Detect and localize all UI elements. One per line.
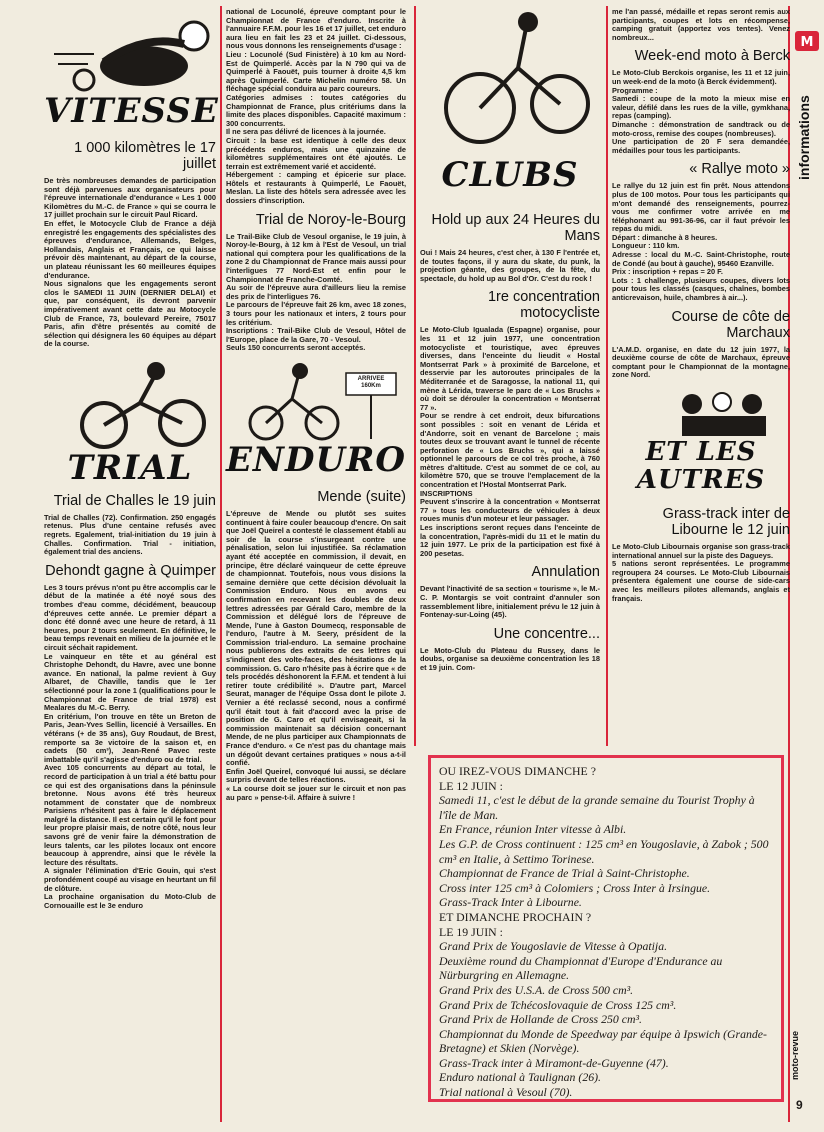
article-locunole: national de Locunolé, épreuve comptant pour le Championnat de France d'enduro. Inscrite à l'annuaire F.F.M. pour les 16 et 17 juillet, cet enduro aura lieu en fait les 23 et 24 juillet. Ci-dessous, nous vous donnons les renseignements d'usage : Lieu : Locunolé (Sud Finistère) à 10 km au Nord-Est de Quimperlé. Accès par la N 790 qui va de Quimperlé à Faouët, puis tourner à droite 4,5 km après Quimperlé. Carte Michelin numéro 58. Un fléchage spécial conduira au parc coureurs. Catégories admises : toutes catégories du Championnat de France, plus critériums dans la limite des places disponibles. Capacité maximum : 300 concurrents. Il ne sera pas délivré de licences à la journée. Circuit : la base est identique à celle des deux précédents enduros, mais une quinzaine de kilomètres supplémentaires ont été ajoutés. Le terrain est extrêmement varié et accidenté. Hébergement : camping et épicerie sur place. Hôtels et restaurants à Quimperlé, Le Faouët, Meslan. La liste des hôtels sera adressée avec les dossiers d'inscription. [226,7,406,206]
agenda-item: Grand Prix de Hollande de Cross 250 cm³. [439,1012,642,1027]
section-label: informations [796,95,812,180]
column-rule-3 [606,6,608,746]
agenda-item: Grass-Track Inter à Libourne. [439,895,582,910]
agenda-date-1: LE 12 JUIN : [439,778,503,793]
article-dehondt: Les 3 tours prévus n'ont pu être accomplis car le début de la matinée a été noyé sous des trombes d'eau comme, décidément, beaucoup d'épreuves cette année. Le premier départ a donc été donné avec une heure de retard, à 11 heures, pour 2 tours seulement. En définitive, le beau temps revenait en milieu de la journée et le circuit séchait rapidement. Le vainqueur en tête et au général est Christophe Dehondt, du Havre, avec une bonne avance. En national, la palme revient à Guy Albaret, de Chaville, tandis que le 1er sélectionné pour la zone 1 (qualifications pour le Championnat de France de trial 1978) est Mealares du M.-C. Berry. En critérium, l'on trouve en tête un Breton de Paris, Jean-Yves Sellin, licencié à Versailles. En vétérans (+ de 35 ans), Guy Roudaut, de Brest, remporte sa 3e victoire de la saison et, en cadets (50 cm³), Jean-René Pavec reste imbattable qu'il s'agisse d'enduro ou de trial. Avec 105 concurrents au départ au total, le record de participation à un trial a été battu pour ce qui est des organisations dans la péninsule bretonne. Nous avons été très heureux notamment de constater que de nombreux Parisiens n'hésitent pas à faire le déplacement malgré la distance. Il est certain qu'il le font pour leur propre plaisir mais, de notre côté, nous leur savons gré de venir faire la démonstration de leurs talents, car les pilotes locaux ont encore beaucoup à apprendre, ainsi que le révèle la lecture des résultats. A signaler l'élimination d'Eric Gouin, qui s'est profondément coupé au visage en heurtant un fil de clôture. La prochaine organisation du Moto-Club de Cornouaille est le 3e enduro [44,582,216,910]
trial-illustration [44,359,216,487]
moto-revue-logo-icon [794,30,820,52]
agenda-item: Trial national à Vesoul (70). [439,1085,573,1100]
agenda-item: Grand Prix de Tchécoslovaquie de Cross 125 cm³. [439,997,677,1012]
enduro-rider-icon [226,359,406,443]
article-mende: L'épreuve de Mende ou plutôt ses suites continuent à faire couler beaucoup d'encre. On sait que Joël Queirel a contesté le classement établi au soir de la course s'insurgeant contre une pénalisation, selon lui injustifiée. Sa réclamation ayant été acceptée en commission, il devait, en principe, être déclaré vainqueur de cette épreuve de championnat. Toutefois, nous vous disions la semaine dernière que cette décision dévoluait la Commission Enduro. Nous en avons eu confirmation en recevant les doubles de deux lettres adressées par Gérald Caro, membre de la Commission et délégué lors de l'épreuve de Mende, l'une à Gaston Doumecq, responsable de l'enduro, l'autre à M. Seery, président de la Commission trial-enduro. La semaine prochaine nous publierons des extraits de ces lettres qui s'indignent des volte-faces, des hésitations de la commission. G. Caro n'hésite pas à écrire que « de tels procédés déshonorent la F.F.M. et tendent à lui retirer toute crédibilité ». D'autre part, Marcel Seurat, manager de l'équipe Ossa dont le pilote J. Vernier a été reclassé second, nous a confirmé qu'il était tout à fait d'accord avec la prise de position de G. Caro et qu'il envisageait, si la commission maintenait sa décision concernant Mende, de ne plus participer aux Championnats de France d'enduro. « Ce n'est pas du chantage mais un dégoût devant certaines pratiques » nous a-t-il confié. Enfin Joël Queirel, convoqué lui aussi, se déclare surpris devant de telles réactions. « La course doit se jouer sur le circuit et non pas au parc » pense-t-il. Affaire à suivre ! [226,508,406,802]
headline-hold-up: Hold up aux 24 Heures du Mans [431,212,600,244]
article-marchaux: L'A.M.D. organise, en date du 12 juin 1977, la deuxième course de côte de Marchaux, épreuve comptant pour le Championnat de la montagne, zone Nord. [612,344,790,380]
article-1000-km: De très nombreuses demandes de participation sont déjà parvenues aux organisateurs pour l'épreuve internationale d'endurance « Les 1 000 Kilomètres du M.-C. de France » qui se courra le 17 juillet prochain sur le circuit Paul Ricard. En effet, le Motocycle Club de France a déjà enregistré les engagements des spécialistes des épreuves d'endurance, Allemands, Belges, Hollandais, Anglais et Français, ce qui laisse prévoir dès maintenant, au départ de la course, un plateau réunissant les 60 meilleures équipes d'endurance. Nous signalons que les engagements seront clos le SAMEDI 11 JUIN (DERNIER DELAI) et que, par conséquent, ils devront parvenir impérativement avant cette date au Motocycle Club de France, 73, boulevard Pereire, 75017 Paris, afin d'être présentés au comité de sélection qui désignera les 60 équipes au départ de la course. [44,176,216,349]
clubs-illustration [420,8,600,206]
article-hold-up: Oui ! Mais 24 heures, c'est cher, à 130 F l'entrée et, de toutes façons, il y aura du skate, du punk, la projection géante, des groupes, de la fête, du spectacle, du hold up au Bol d'Or. C'est du rock ! [420,248,600,283]
column-3 [420,8,600,673]
page-number: 9 [796,1098,803,1112]
trial-motorcycle-icon [44,359,216,451]
agenda-date-2: LE 19 JUIN : [439,924,503,939]
agenda-item: Grass-Track inter à Miramont-de-Guyenne (47). [439,1055,669,1070]
agenda-item: Grand Prix de Yougoslavie de Vitesse à Opatija. [439,939,668,954]
agenda-item: Les G.P. de Cross continuent : 125 cm³ en Yougoslavie, à Zabok ; 500 cm³ en Italie, à Settimo Torinese. [439,836,769,866]
brand-label: moto-revue [790,1030,800,1080]
headline-concentration: 1re concentration motocycliste [487,289,600,322]
agenda-item: Enduro national à Taulignan (26). [439,1070,601,1085]
agenda-item: Deuxième round du Championnat d'Europe d'Endurance au Nürburgring en Allemagne. [439,953,723,983]
headline-une-concentre: Une concentre... [493,625,600,642]
agenda-item: Championnat de France de Trial à Saint-Christophe. [439,866,690,881]
enduro-banner: ENDURO [226,439,407,480]
article-grass-track: Le Moto-Club Libournais organise son grass-track international annuel sur la piste des Dagueys. 5 nations seront représentées. Le programme regroupera 24 courses. Le Moto-Club Libournais présentera également une course de side-cars avec les meilleurs pilotes allemands, anglais et français. [612,542,790,603]
agenda-item: Samedi 11, c'est le début de la grande semaine du Tourist Trophy à l'île de Man. [439,793,755,822]
column-rule-2 [414,6,416,746]
article-une-concentre: Le Moto-Club du Plateau du Russey, dans le doubs, organise sa deuxième concentration les 18 et 19 juin. Com- [420,645,600,672]
headline-mende: Mende (suite) [317,488,406,505]
agenda-question-1: OU IREZ-VOUS DIMANCHE ? [439,764,596,778]
headline-dehondt: Dehondt gagne à Quimper [45,562,216,579]
article-trial-challes: Trial de Challes (72). Confirmation. 250 engagés retenus. Plus d'une centaine refusés avec regrets. Egalement, trial-initiation du 19 juin à Challes. Confirmation. Trial - initiation, également trial des anciens. [44,512,216,557]
trial-banner: TRIAL [67,447,193,488]
clubs-banner: CLUBS [441,155,579,195]
article-berck: Le Moto-Club Berckois organise, les 11 et 12 juin, un week-end de la moto (à Berck évidemment). Programme : Samedi : coupe de la moto la mieux mise en valeur, défilé dans les rues de la ville, gymkhana, repas (camping). Dimanche : démonstration de sandtrack ou de moto-cross, remise des coupes (nombreuses). Une participation de 20 F sera demandée, médailles pour tous les participants. [612,68,790,155]
enduro-illustration [226,359,406,483]
agenda-box [428,755,784,1102]
headline-noroy: Trial de Noroy-le-Bourg [255,211,406,228]
headline-1000-km: 1 000 kilomètres le 17 juillet [74,140,216,172]
article-noroy: Le Trail-Bike Club de Vesoul organise, le 19 juin, à Noroy-le-Bourg, à 12 km à l'Est de Vesoul, un trial national qui comptera pour les qualifications de la zone 2 du Championnat de France mais aussi pour l'interligues 77 Nord-Est et enfin pour le Championnat de Franche-Comté. Au soir de l'épreuve aura d'ailleurs lieu la remise des prix de l'interligues 76. Le parcours de l'épreuve fait 26 km, avec 18 zones, 3 tours pour les nationaux et inters, 2 tours pour les critérium. Inscriptions : Trail-Bike Club de Vesoul, Hôtel de l'Europe, place de la Gare, 70 - Vesoul. Seuls 150 concurrents seront acceptés. [226,231,406,353]
arrivee-sign-label: ARRIVEE 160Km [357,375,385,389]
racer-motorcycle-icon [44,14,216,94]
headline-grass-track: Grass-track inter de Libourne le 12 juin [662,506,790,538]
column-1 [44,14,219,910]
section-sidebar [792,30,820,190]
riders-group-icon [612,388,790,438]
column-rule-1 [220,6,222,1122]
vitesse-banner: VITESSE [44,91,219,131]
article-annulation: Devant l'inactivité de sa section « tourisme », le M.-C. P. Montargis se voit contraint d'annuler son rassemblement libre, initialement prévu le 12 juin à Fontenay-sur-Loing (45). [420,584,601,620]
headline-trial-challes: Trial de Challes le 19 juin [53,492,216,509]
clubs-motorcycle-icon [420,8,600,158]
column-4 [612,8,790,603]
agenda-item: Championnat du Monde de Speedway par équipe à Ipswich (Grande-Bretagne) et Skien (Norvège). [439,1026,767,1056]
vitesse-illustration [44,14,219,134]
headline-marchaux: Course de côte de Marchaux [671,308,790,341]
article-continued: me l'an passé, médaille et repas seront remis aux participants, coupes et lots en récompense, camping gratuit (apportez vos tentes). Venez nombreux... [612,7,790,42]
column-2 [226,8,406,802]
agenda-item: Cross inter 125 cm³ à Colomiers ; Cross Inter à Irsingue. [439,880,711,895]
headline-berck: Week-end moto à Berck [634,48,790,65]
headline-annulation: Annulation [531,564,600,581]
autres-banner: ET LES AUTRES [636,437,766,495]
agenda-item: Grand Prix des U.S.A. de Cross 500 cm³. [439,982,634,997]
autres-illustration [612,388,790,500]
svg-text:M: M [800,35,814,50]
agenda-item: En France, réunion Inter vitesse à Albi. [439,822,627,837]
headline-rallye: « Rallye moto » [689,161,790,178]
article-rallye: Le rallye du 12 juin est fin prêt. Nous attendons plus de 100 motos. Pour tous les participants qui m'ont demandé des renseignements, pourrez-vous me confirmer votre arrivée en me téléphonant au 991-36-96, car il faut prévoir les repas du midi. Départ : dimanche à 8 heures. Longueur : 110 km. Adresse : local du M.-C. Saint-Christophe, route de Condé (au bout à gauche), 95460 Ezanville. Prix : inscription + repas = 20 F. Lots : 1 challenge, plusieurs coupes, divers lots pour tous les classés (casques, chaînes, bombes anticrevaison, huile, chambres à air...). [612,181,790,303]
article-concentration: Le Moto-Club Igualada (Espagne) organise, pour les 11 et 12 juin 1977, une concentration motocycliste et touristique, avec épreuves diverses, dans l'enceinte du lieudit « Hostal Montserrat Park » à proximité de Barcelone, et desservie par les autoroutes principales de la Méditerranée et de Saragosse, la national 11, qui mène à Lérida, traverse le parc de « Los Bruchs » où doit se dérouler la concentration « Montserrat 77 ». Pour se rendre à cet endroit, deux bifurcations sont possibles : soit en venant de Lérida et d'Andorre, soit en venant de Barcelone ; mais toutes deux se trouvant avant le tunnel de récente perforation de « Los Bruchs », qui a laissé optionnel le parcours de ce col très proche, à 760 mètres d'altitude. C'est au sommet de ce col, au kilomètre 570, que se trouve l'emplacement de la concentration et l'Hostal Montserrat Park. INSCRIPTIONS Peuvent s'inscrire à la concentration « Montserrat 77 » tous les conducteurs de véhicules à deux roues munis d'un moteur et leur passager. Les inscriptions seront reçues dans l'enceinte de la concentration, l'après-midi du 11 et le matin du 12 juin 1977. Le prix de la participation est fixé à 200 pesetas. [420,325,600,558]
agenda-question-2: ET DIMANCHE PROCHAIN ? [439,909,592,924]
